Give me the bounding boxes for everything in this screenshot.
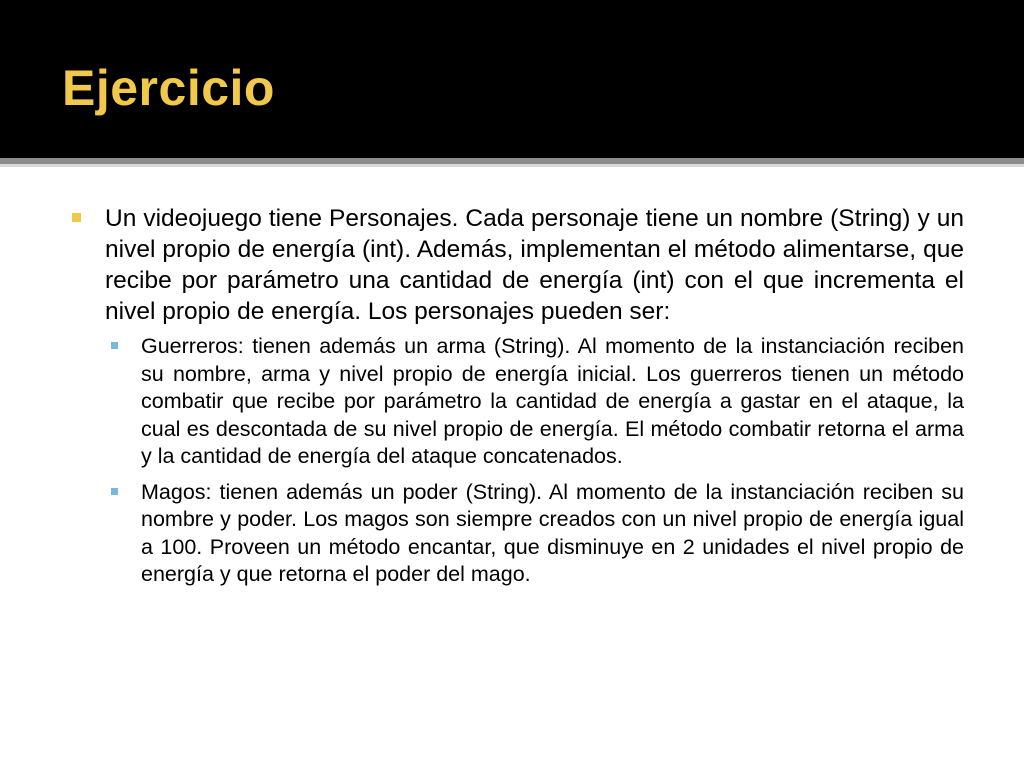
sub-bullet-guerreros [141,333,964,471]
square-bullet-icon [111,488,118,495]
square-bullet-icon [72,213,81,222]
square-bullet-icon [111,342,118,349]
slide-body [72,203,964,597]
sub-bullet-list [72,333,964,589]
main-bullet [72,203,964,327]
main-bullet-text: Un videojuego tiene Personajes. Cada personaje tiene un nombre (String) y un nivel propio de energía (int). Además, implementan el método alimentarse, que recibe por parámetro una cantidad de energía (int) con el que incrementa el nivel propio de energía. Los personajes pueden ser: [105,205,964,325]
title-bar [0,0,1024,158]
slide-title: Ejercicio [62,60,275,116]
title-divider-highlight [0,164,1024,167]
sub-bullet-text: Magos: tienen además un poder (String). Al momento de la instanciación reciben su nombre y poder. Los magos son siempre creados con un nivel propio de energía igual a 100. Proveen un método encantar, que disminuye en 2 unidades el nivel propio de energía y que retorna el poder del mago. [141,479,964,586]
sub-bullet-magos [141,479,964,589]
sub-bullet-text: Guerreros: tienen además un arma (String). Al momento de la instanciación reciben su nombre, arma y nivel propio de energía inicial. Los guerreros tienen un método combatir que recibe por parámetro la cantidad de energía a gastar en el ataque, la cual es descontada de su nivel propio de energía. El método combatir retorna el arma y la cantidad de energía del ataque concatenados. [141,334,964,468]
